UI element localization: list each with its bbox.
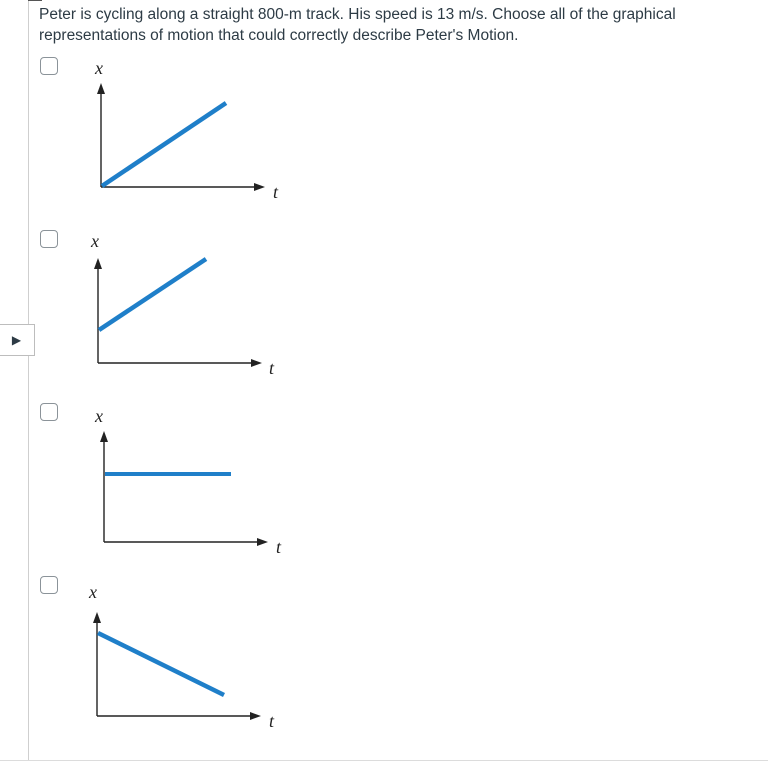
x-axis-label: t <box>269 358 275 378</box>
position-time-graph-4 <box>0 571 320 741</box>
question-text: Peter is cycling along a straight 800-m track. His speed is 13 m/s. Choose all of the graphical representations of motion that could correctly describe Peter's Motion. <box>39 6 676 44</box>
content-top-marker <box>28 0 42 1</box>
x-axis-arrow-icon <box>254 183 265 191</box>
graph-line <box>99 259 206 330</box>
x-axis-arrow-icon <box>257 538 268 546</box>
y-axis-arrow-icon <box>97 83 105 94</box>
y-axis-label: x <box>89 582 97 602</box>
play-arrow-icon: ▶ <box>11 333 22 347</box>
y-axis-label: x <box>95 406 103 426</box>
x-axis-label: t <box>269 711 275 731</box>
answer-option-2 <box>0 225 320 395</box>
graph-line <box>98 633 224 695</box>
y-axis-arrow-icon <box>100 431 108 442</box>
x-axis-label: t <box>273 182 279 202</box>
x-axis-arrow-icon <box>251 359 262 367</box>
position-time-graph-1 <box>0 52 320 212</box>
answer-option-1 <box>0 52 320 222</box>
position-time-graph-2 <box>0 225 320 385</box>
y-axis-label: x <box>95 58 103 78</box>
y-axis-label: x <box>91 231 99 251</box>
answer-option-4 <box>0 571 320 741</box>
position-time-graph-3 <box>0 398 320 558</box>
answer-option-3 <box>0 398 320 568</box>
x-axis-label: t <box>276 537 282 557</box>
x-axis-arrow-icon <box>250 712 261 720</box>
content-bottom-border <box>0 760 768 761</box>
y-axis-arrow-icon <box>93 612 101 623</box>
y-axis-arrow-icon <box>94 258 102 269</box>
graph-line <box>102 103 226 186</box>
